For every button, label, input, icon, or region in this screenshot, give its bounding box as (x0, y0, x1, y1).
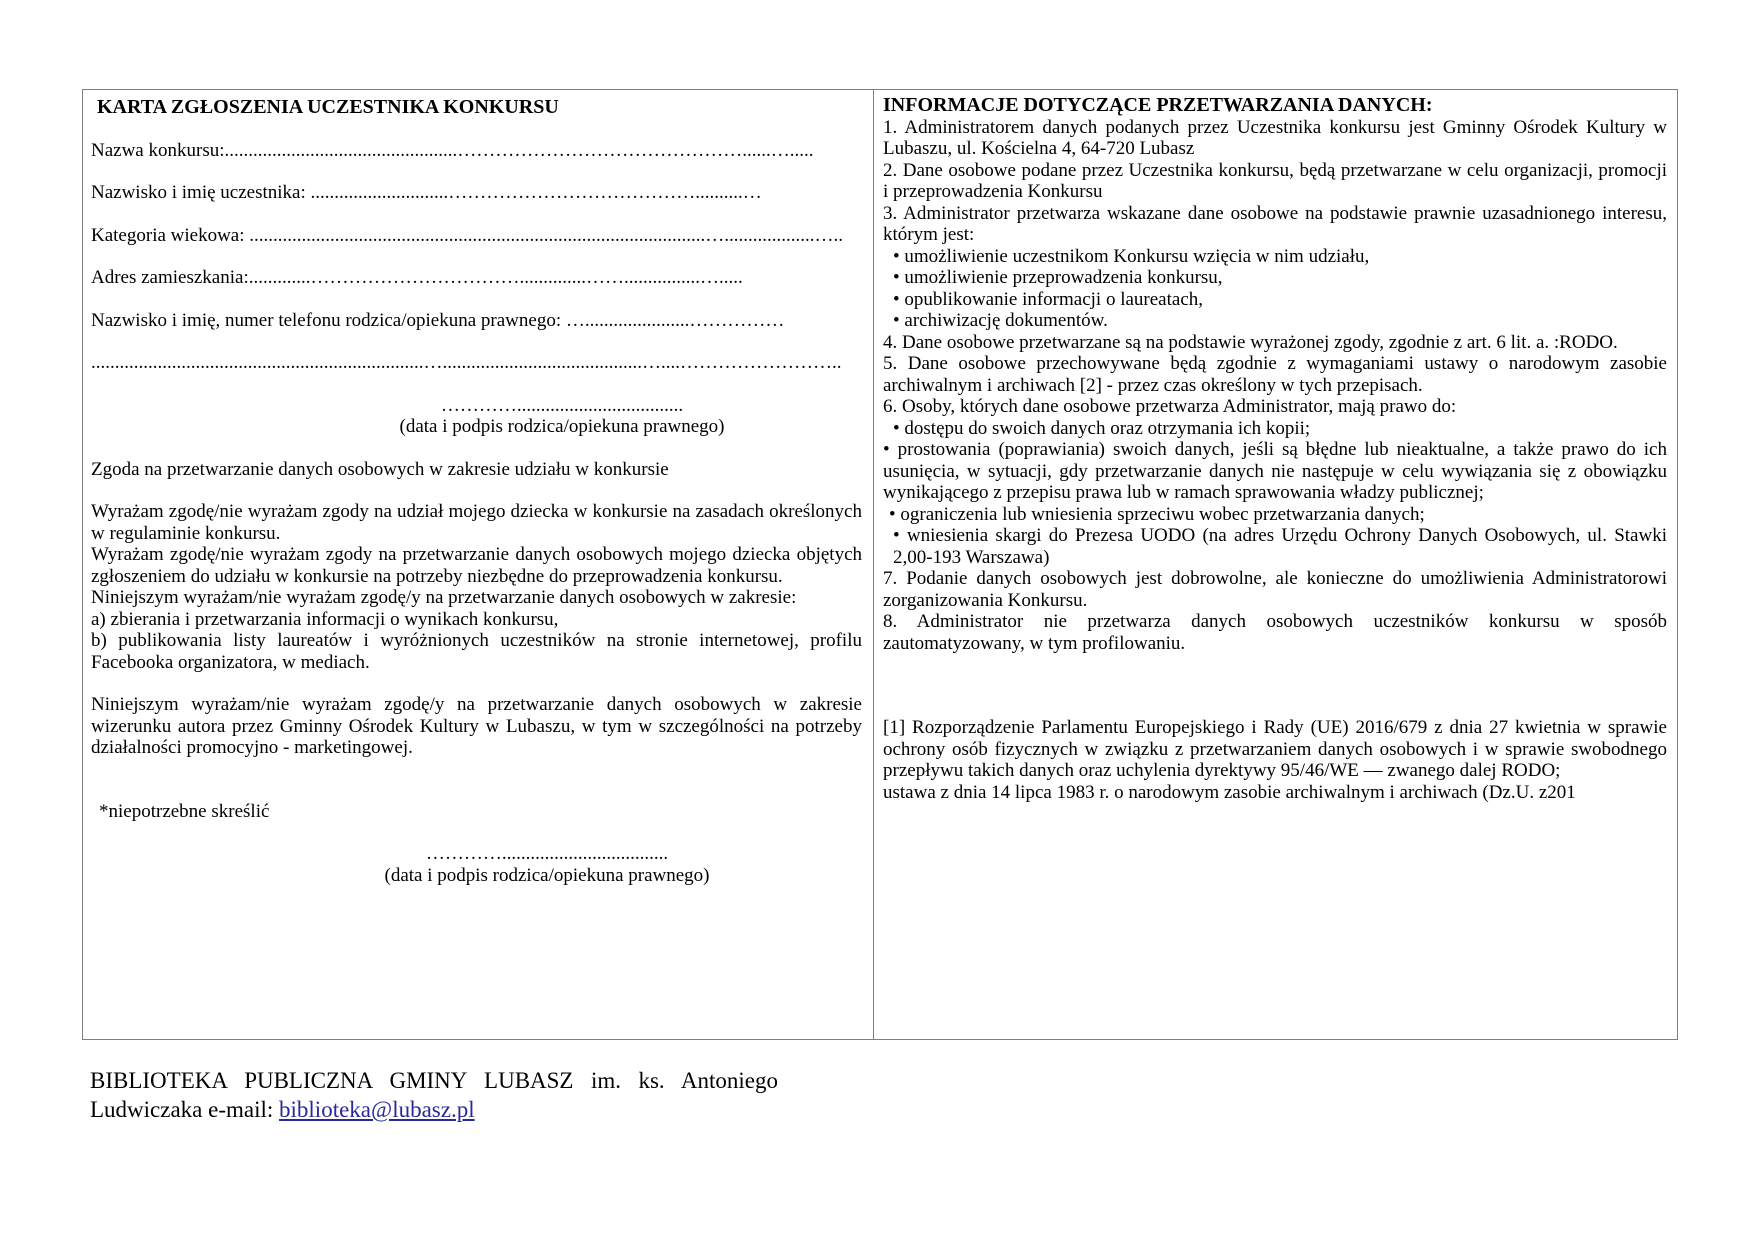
legal-footnote-1: [1] Rozporządzenie Parlamentu Europejskiego i Rady (UE) 2016/679 z dnia 27 kwietnia w sprawie ochrony osób fizycznych w związku z przetwarzaniem danych osobowych i w sprawie swobodnego przepływu takich danych oraz uchylenia dyrektywy 95/46/WE — zwanego dalej RODO; (883, 717, 1667, 781)
consent-paragraph-data-processing: Wyrażam zgodę/nie wyrażam zgody na przetwarzanie danych osobowych mojego dziecka objętych zgłoszeniem do udziału w konkursie na potrzeby niezbędne do przeprowadzenia konkursu. (91, 544, 862, 587)
info-bullet: • opublikowanie informacji o laureatach, (893, 288, 1204, 310)
card-title: KARTA ZGŁOSZENIA UCZESTNIKA KONKURSU (97, 97, 559, 118)
field-continuation-line: ......................................................................…..........................................…....…………………….. (91, 352, 842, 373)
info-item-7: 7. Podanie danych osobowych jest dobrowolne, ale konieczne do umożliwienia Administratorowi zorganizowania Konkursu. (883, 568, 1667, 611)
field-contest-name: Nazwa konkursu:.................................................………………………………………......…..... (91, 139, 814, 161)
consent-item-b: b) publikowania listy laureatów i wyróżnionych uczestników na stronie internetowej, profilu Facebooka organizatora, w mediach. (91, 630, 862, 673)
signature-block-top (342, 395, 782, 438)
legal-footnote-2: ustawa z dnia 14 lipca 1983 r. o narodowym zasobie archiwalnym i archiwach (Dz.U. z201 (883, 781, 1576, 803)
email-link[interactable]: biblioteka@lubasz.pl (279, 1097, 475, 1122)
info-bullet: • wniesienia skargi do Prezesa UODO (na adres Urzędu Ochrony Danych Osobowych, ul. Stawki 2,00-193 Warszawa) (893, 525, 1667, 568)
field-participant-name: Nazwisko i imię uczestnika: .............................…………………………………..........… (91, 182, 762, 203)
footer-org-block (90, 1066, 778, 1124)
strike-out-note: *niepotrzebne skreślić (99, 800, 270, 822)
info-item-4: 4. Dane osobowe przetwarzane są na podstawie wyrażonej zgody, zgodnie z art. 6 lit. a. :RODO. (883, 331, 1618, 353)
info-item-6: 6. Osoby, których dane osobowe przetwarza Administrator, mają prawo do: (883, 396, 1457, 417)
info-bullet: • dostępu do swoich danych oraz otrzymania ich kopii; (893, 417, 1311, 439)
data-processing-info-cell (874, 90, 1677, 1039)
signature-caption: (data i podpis rodzica/opiekuna prawnego) (384, 864, 710, 886)
field-age-category: Kategoria wiekowa: ................................................................................................…...................….. (91, 224, 844, 246)
consent-paragraph-image: Niniejszym wyrażam/nie wyrażam zgodę/y na przetwarzanie danych osobowych w zakresie wizerunku autora przez Gminny Ośrodek Kultury w Lubaszu, w tym w szczególności na potrzeby działalności promocyjno - marketingowej. (91, 694, 862, 758)
info-bullet: • ograniczenia lub wniesienia sprzeciwu wobec przetwarzania danych; (889, 503, 1425, 525)
footer-org-name: BIBLIOTEKA PUBLICZNA GMINY LUBASZ im. ks. Antoniego (90, 1068, 778, 1093)
consent-paragraph-scope: Niniejszym wyrażam/nie wyrażam zgodę/y na przetwarzanie danych osobowych w zakresie: (91, 587, 797, 608)
info-item-2: 2. Dane osobowe podane przez Uczestnika konkursu, będą przetwarzane w celu organizacji, promocji i przeprowadzenia Konkursu (883, 159, 1667, 202)
info-item-5: 5. Dane osobowe przechowywane będą zgodnie z wymaganiami ustawy o narodowym zasobie archiwalnym i archiwach [2] - przez czas określony w tych przepisach. (883, 353, 1667, 396)
registration-card-cell (83, 90, 874, 1039)
footer-email-label: Ludwiczaka e-mail: (90, 1097, 280, 1122)
consent-paragraph-participation: Wyrażam zgodę/nie wyrażam zgody na udział mojego dziecka w konkursie na zasadach określonych w regulaminie konkursu. (91, 501, 862, 544)
info-item-3: 3. Administrator przetwarza wskazane dane osobowe na podstawie prawnie uzasadnionego interesu, którym jest: (883, 202, 1667, 245)
info-title: INFORMACJE DOTYCZĄCE PRZETWARZANIA DANYCH: (883, 95, 1433, 116)
info-bullet: • umożliwienie uczestnikom Konkursu wzięcia w nim udziału, (893, 245, 1370, 267)
form-card-table (82, 89, 1678, 1040)
info-item-1: 1. Administratorem danych podanych przez Uczestnika konkursu jest Gminny Ośrodek Kultury w Lubaszu, ul. Kościelna 4, 64-720 Lubasz (883, 116, 1667, 159)
signature-caption: (data i podpis rodzica/opiekuna prawnego) (399, 416, 725, 437)
info-bullet: • prostowania (poprawiania) swoich danych, jeśli są błędne lub nieaktualne, a także prawo do ich usunięcia, w sytuacji, gdy przetwarzanie danych nie następuje w celu wywiązania się z obowiązku wynikającego z przepisu prawa lub w ramach sprawowania władzy publicznej; (883, 439, 1667, 503)
signature-block-bottom (327, 843, 767, 886)
info-item-8: 8. Administrator nie przetwarza danych osobowych uczestników konkursu w sposób zautomatyzowany, w tym profilowaniu. (883, 611, 1667, 654)
signature-dots: …………................................... (425, 843, 669, 864)
info-bullet: • archiwizację dokumentów. (893, 310, 1108, 331)
footer-contact-line (90, 1095, 778, 1124)
consent-item-a: a) zbierania i przetwarzania informacji o wynikach konkursu, (91, 608, 559, 630)
signature-dots: …………................................... (440, 394, 684, 416)
info-bullet: • umożliwienie przeprowadzenia konkursu, (893, 267, 1223, 288)
consent-section-heading: Zgoda na przetwarzanie danych osobowych w zakresie udziału w konkursie (91, 458, 669, 480)
field-address: Adres zamieszkania:.............……………………………..............……................…..... (91, 267, 743, 288)
field-guardian-name-phone: Nazwisko i imię, numer telefonu rodzica/opiekuna prawnego: …......................…………… (91, 309, 785, 331)
